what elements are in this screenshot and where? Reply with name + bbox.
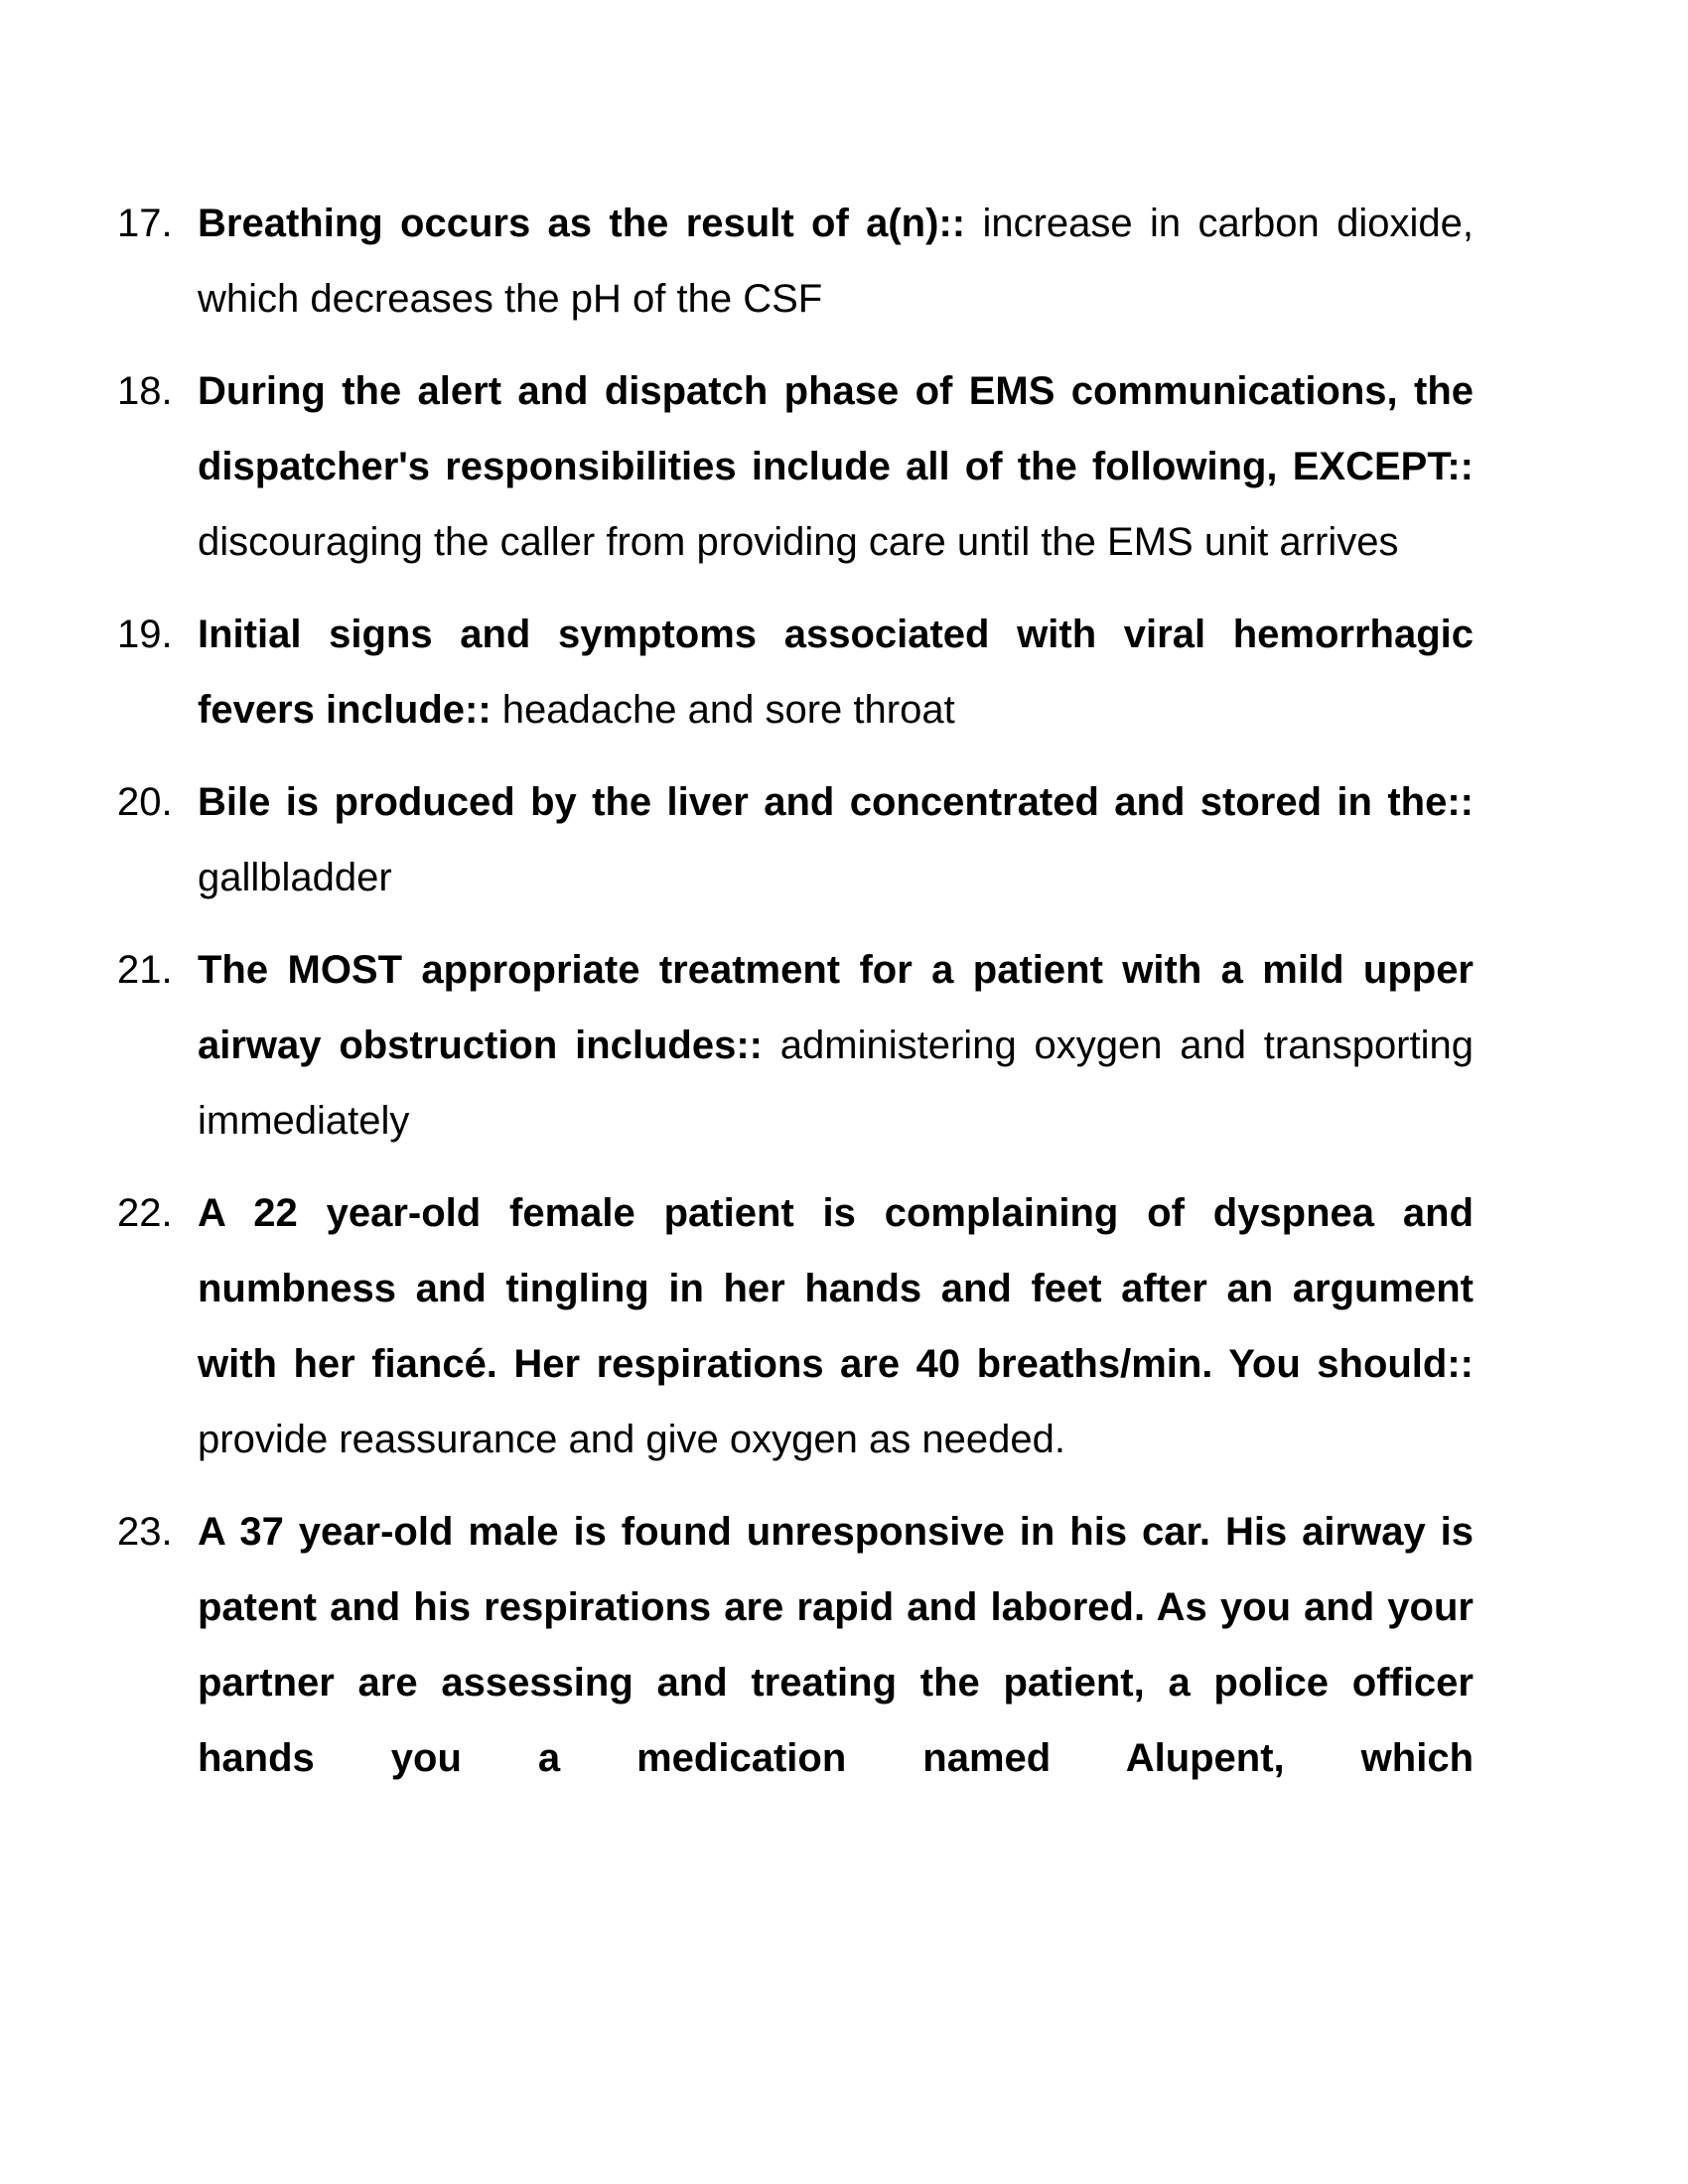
answer-text: provide reassurance and give oxygen as needed. [198,1418,1065,1461]
list-item-22 [117,1175,1474,1477]
item-number: 21. [117,948,173,992]
item-number: 22. [117,1191,173,1235]
question-text: A 22 year-old female patient is complaining of dyspnea and numbness and tingling in her hands and feet after an argument with her fiancé. Her respirations are 40 breaths/min. You should:: [198,1191,1474,1386]
item-number: 23. [117,1510,173,1554]
question-text: Breathing occurs as the result of a(n):: [198,202,966,245]
document-page [0,186,1688,1813]
answer-text: administering oxygen and transporting immediately [198,1024,1474,1143]
list-item-21 [117,932,1474,1159]
answer-text: gallbladder [198,856,392,899]
list-item-20 [117,764,1474,915]
list-item-17 [117,186,1475,337]
list-item-19 [117,597,1474,748]
list-item-23 [117,1494,1474,1796]
item-number: 19. [117,613,173,656]
question-text: The MOST appropriate treatment for a patient with a mild upper airway obstruction includes:: [198,948,1474,1067]
item-number: 20. [117,780,173,824]
question-text: During the alert and dispatch phase of EMS communications, the dispatcher's responsibilities include all of the following, EXCEPT:: [198,369,1474,488]
answer-text: headache and sore throat [501,688,955,732]
item-number: 18. [117,369,173,413]
item-number: 17. [117,202,173,245]
answer-text: increase in carbon dioxide, which decreases the pH of the CSF [198,202,1475,321]
question-text: A 37 year-old male is found unresponsive in his car. His airway is patent and his respirations are rapid and labored. As you and your partner are assessing and treating the patient, a police officer hands you a medication named Alupent, which [198,1510,1474,1780]
answer-text: discouraging the caller from providing care until the EMS unit arrives [198,520,1399,564]
list-item-18 [117,353,1474,580]
question-text: Initial signs and symptoms associated with viral hemorrhagic fevers include:: [198,613,1474,732]
question-text: Bile is produced by the liver and concentrated and stored in the:: [198,780,1474,824]
